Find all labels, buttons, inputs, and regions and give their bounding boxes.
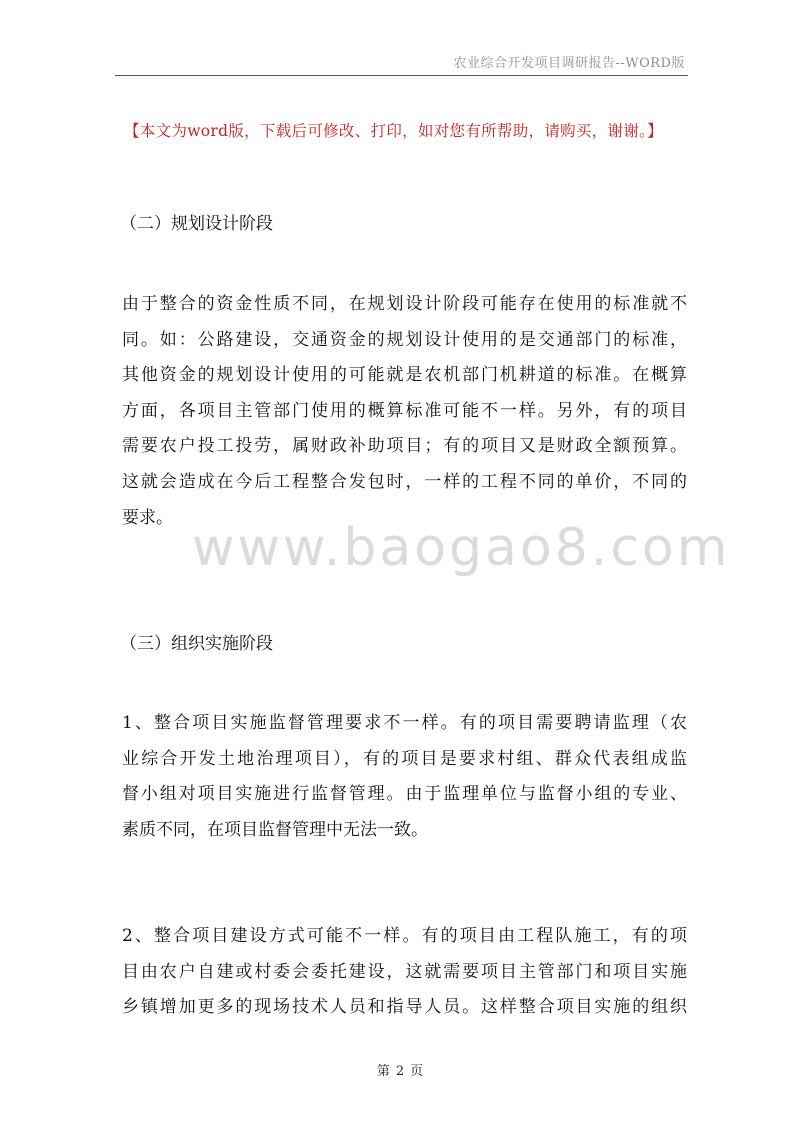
text-line: 方面，各项目主管部门使用的概算标准可能不一样。另外，有的项目 <box>122 400 687 421</box>
page-number: 2 <box>395 1064 405 1079</box>
paragraph-planning <box>122 287 687 536</box>
text-line: 2、整合项目建设方式可能不一样。有的项目由工程队施工，有的项 <box>122 926 687 946</box>
text-line: 乡镇增加更多的现场技术人员和指导人员。这样整合项目实施的组织 <box>122 997 687 1018</box>
text-line: 督小组对项目实施进行监督管理。由于监理单位与监督小组的专业、 <box>122 784 687 805</box>
paragraph-construction-mode <box>122 919 687 1026</box>
text-line: 素质不同，在项目监督管理中无法一致。 <box>122 819 428 840</box>
text-line: 1、整合项目实施监督管理要求不一样。有的项目需要聘请监理（农 <box>122 713 687 733</box>
text-line: 这就会造成在今后工程整合发包时，一样的工程不同的单价，不同的 <box>122 471 687 492</box>
section-heading-implementation: （三）组织实施阶段 <box>120 634 273 654</box>
text-line: 要求。 <box>122 507 173 528</box>
page-prefix: 第 <box>376 1064 390 1079</box>
text-line: 其他资金的规划设计使用的可能就是农机部门机耕道的标准。在概算 <box>122 365 687 386</box>
text-line: 目由农户自建或村委会委托建设，这就需要项目主管部门和项目实施 <box>122 961 687 982</box>
text-line: 业综合开发土地治理项目），有的项目是要求村组、群众代表组成监 <box>122 748 687 769</box>
watermark: www.baogao8.com <box>192 518 731 578</box>
header-divider <box>115 75 688 76</box>
text-line: 需要农户投工投劳，属财政补助项目；有的项目又是财政全额预算。 <box>122 436 687 457</box>
text-line: 同。如：公路建设，交通资金的规划设计使用的是交通部门的标准， <box>122 329 687 350</box>
text-line: 由于整合的资金性质不同，在规划设计阶段可能存在使用的标准就不 <box>122 294 687 314</box>
section-heading-planning: （二）规划设计阶段 <box>120 214 273 234</box>
page-suffix: 页 <box>410 1064 424 1079</box>
running-header: 农业综合开发项目调研报告--WORD版 <box>453 56 685 71</box>
paragraph-supervision <box>122 706 687 848</box>
page-footer <box>0 1060 800 1079</box>
purchase-notice: 【本文为word版，下载后可修改、打印，如对您有所帮助，请购买，谢谢。】 <box>124 122 663 140</box>
